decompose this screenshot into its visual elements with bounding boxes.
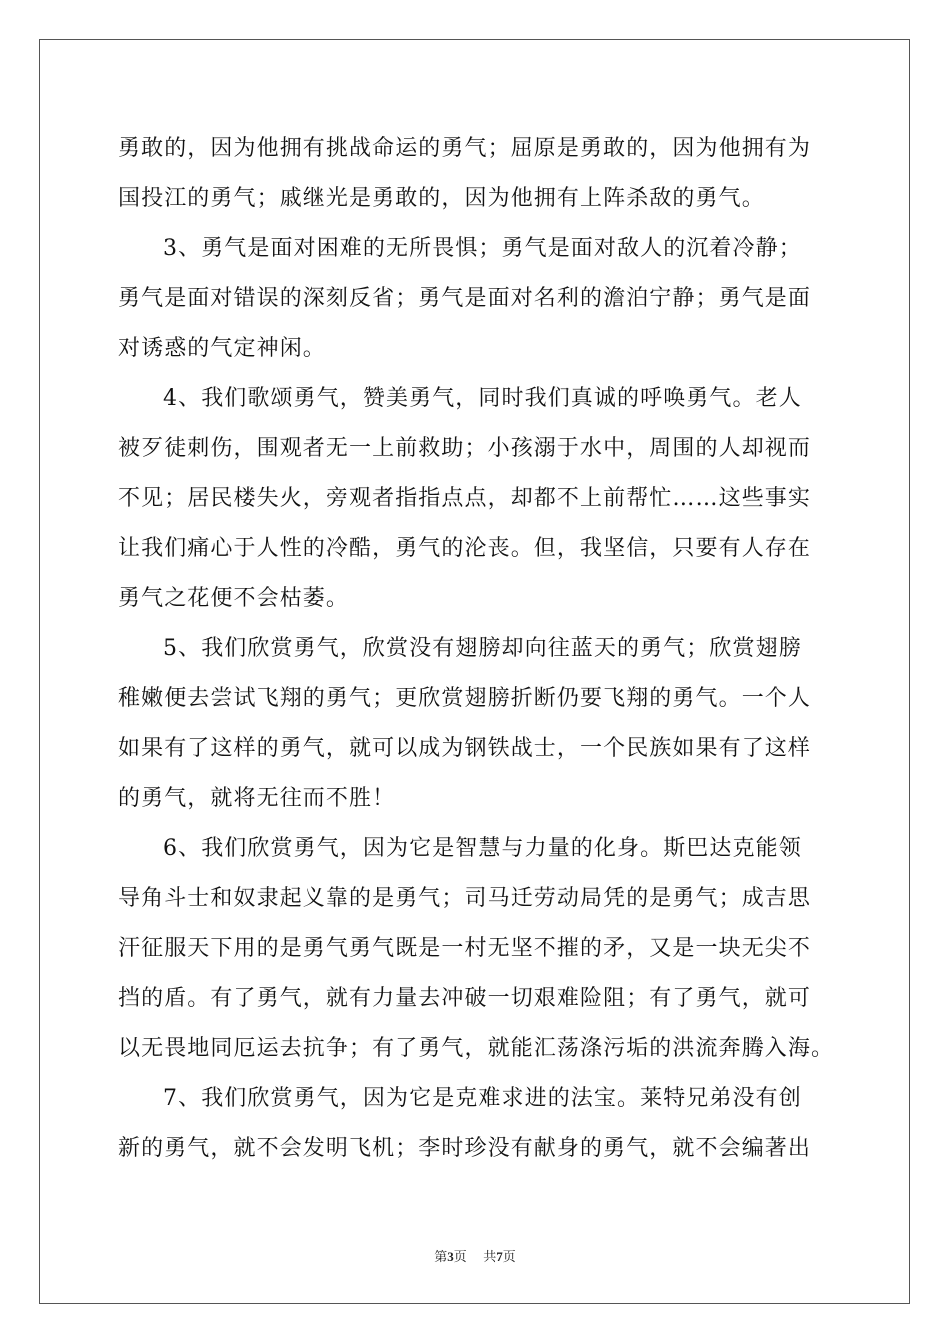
text-line: 让我们痛心于人性的冷酷，勇气的沦丧。但，我坚信，只要有人存在: [118, 536, 812, 561]
text-line: 勇气是面对错误的深刻反省；勇气是面对名利的澹泊宁静；勇气是面: [118, 286, 812, 311]
footer-total-prefix: 共: [483, 1250, 497, 1265]
footer-page-suffix: 页: [453, 1250, 467, 1265]
text-line: 3、勇气是面对困难的无所畏惧；勇气是面对敌人的沉着冷静；: [163, 236, 802, 261]
text-line: 新的勇气，就不会发明飞机；李时珍没有献身的勇气，就不会编著出: [118, 1136, 812, 1161]
text-line: 4、我们歌颂勇气，赞美勇气，同时我们真诚的呼唤勇气。老人: [163, 386, 802, 411]
text-line: 汗征服天下用的是勇气勇气既是一村无坚不摧的矛，又是一块无尖不: [118, 936, 812, 961]
text-line: 勇气之花便不会枯萎。: [118, 586, 350, 611]
document-body: [118, 127, 838, 1177]
text-line: 不见；居民楼失火，旁观者指指点点，却都不上前帮忙……这些事实: [118, 486, 812, 511]
footer-page-number: 3: [447, 1249, 454, 1264]
text-line: 7、我们欣赏勇气，因为它是克难求进的法宝。莱特兄弟没有创: [163, 1086, 802, 1111]
text-line: 6、我们欣赏勇气，因为它是智慧与力量的化身。斯巴达克能领: [163, 836, 802, 861]
text-line: 勇敢的，因为他拥有挑战命运的勇气；屈原是勇敢的，因为他拥有为: [118, 136, 812, 161]
text-line: 导角斗士和奴隶起义靠的是勇气；司马迁劳动局凭的是勇气；成吉思: [118, 886, 812, 911]
footer-page-prefix: 第: [434, 1250, 448, 1265]
text-line: 国投江的勇气；戚继光是勇敢的，因为他拥有上阵杀敌的勇气。: [118, 186, 765, 211]
text-line: 的勇气，就将无往而不胜！: [118, 786, 396, 811]
footer-total-pages: 7: [496, 1249, 503, 1264]
text-line: 挡的盾。有了勇气，就有力量去冲破一切艰难险阻；有了勇气，就可: [118, 986, 812, 1011]
page-footer: [0, 1246, 950, 1265]
text-line: 稚嫩便去尝试飞翔的勇气；更欣赏翅膀折断仍要飞翔的勇气。一个人: [118, 686, 812, 711]
footer-total-suffix: 页: [502, 1250, 516, 1265]
text-line: 5、我们欣赏勇气，欣赏没有翅膀却向往蓝天的勇气；欣赏翅膀: [163, 636, 802, 661]
text-line: 被歹徒刺伤，围观者无一上前救助；小孩溺于水中，周围的人却视而: [118, 436, 812, 461]
text-line: 对诱惑的气定神闲。: [118, 336, 326, 361]
text-line: 如果有了这样的勇气，就可以成为钢铁战士，一个民族如果有了这样: [118, 736, 812, 761]
text-line: 以无畏地同厄运去抗争；有了勇气，就能汇荡涤污垢的洪流奔腾入海。: [118, 1036, 835, 1061]
